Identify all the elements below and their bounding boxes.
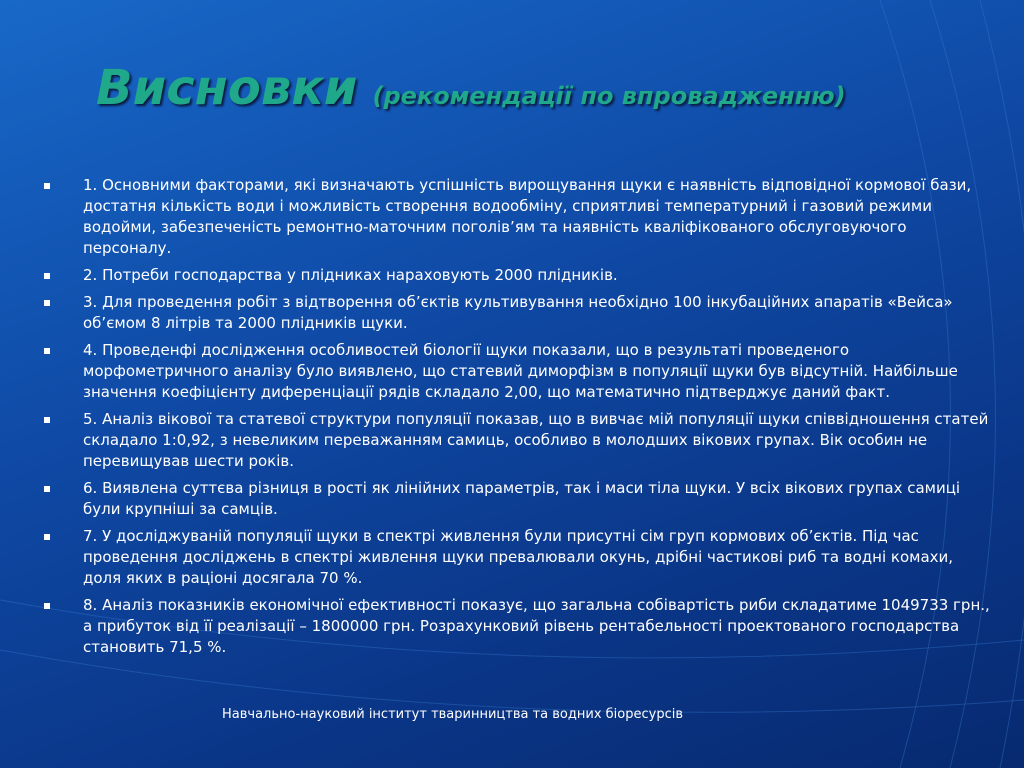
- bullet-icon: [44, 300, 50, 306]
- bullet-icon: [44, 534, 50, 540]
- bullet-text: 3. Для проведення робіт з відтворення об’єктів культивування необхідно 100 інкубаційних апаратів «Вейса» об’ємом 8 літрів та 2000 плідників щуки.: [83, 293, 953, 332]
- bullet-text: 5. Аналіз вікової та статевої структури популяції показав, що в вивчає мій популяції щуки співвідношення статей складало 1:0,92, з невеликим переважанням самиць, особливо в молодших вікових групах. Вік особин не перевищував шести років.: [83, 410, 989, 470]
- bullet-icon: [44, 417, 50, 423]
- bullet-icon: [44, 603, 50, 609]
- bullet-list: [40, 175, 990, 664]
- list-item: [40, 478, 990, 520]
- list-item: [40, 526, 990, 589]
- bullet-text: 6. Виявлена суттєва різниця в рості як лінійних параметрів, так і маси тіла щуки. У всіх вікових групах самиці були крупніші за самців.: [83, 479, 961, 518]
- bullet-icon: [44, 183, 50, 189]
- bullet-icon: [44, 273, 50, 279]
- list-item: [40, 340, 990, 403]
- bullet-text: 4. Проведенфі дослідження особливостей біології щуки показали, що в результаті проведеного морфометричного аналізу було виявлено, що статевий диморфізм в популяції щуки був відсутній. Найбільше значення коефіцієнту диференціації рядів складало 2,00, що математично підтверджує даний факт.: [83, 341, 958, 401]
- slide-title: [96, 60, 996, 140]
- bullet-text: 1. Основними факторами, які визначають успішність вирощування щуки є наявність відповідної кормової бази, достатня кількість води і можливість створення водообміну, сприятливі температурний і газовий режими водойми, забезпеченість ремонтно-маточним поголів’ям та наявність кваліфікованого обслуговуючого персоналу.: [83, 176, 972, 257]
- bullet-text: 7. У досліджуваній популяції щуки в спектрі живлення були присутні сім груп кормових об’єктів. Під час проведення досліджень в спектрі живлення щуки превалювали окунь, дрібні частикові риб та водні комахи, доля яких в раціоні досягала 70 %.: [83, 527, 954, 587]
- bullet-icon: [44, 486, 50, 492]
- list-item: [40, 265, 990, 286]
- list-item: [40, 292, 990, 334]
- bullet-icon: [44, 348, 50, 354]
- title-main: Висновки: [96, 60, 358, 116]
- list-item: [40, 595, 990, 658]
- list-item: [40, 175, 990, 259]
- footer-text: Навчально-науковий інститут тваринництва та водних біоресурсів: [222, 707, 683, 722]
- bullet-text: 8. Аналіз показників економічної ефективності показує, що загальна собівартість риби складатиме 1049733 грн., а прибуток від її реалізації – 1800000 грн. Розрахунковий рівень рентабельності проектованого господарства становить 71,5 %.: [83, 596, 990, 656]
- list-item: [40, 409, 990, 472]
- bullet-text: 2. Потреби господарства у плідниках нараховують 2000 плідників.: [83, 266, 618, 284]
- title-subtitle: (рекомендації по впровадженню): [372, 82, 846, 110]
